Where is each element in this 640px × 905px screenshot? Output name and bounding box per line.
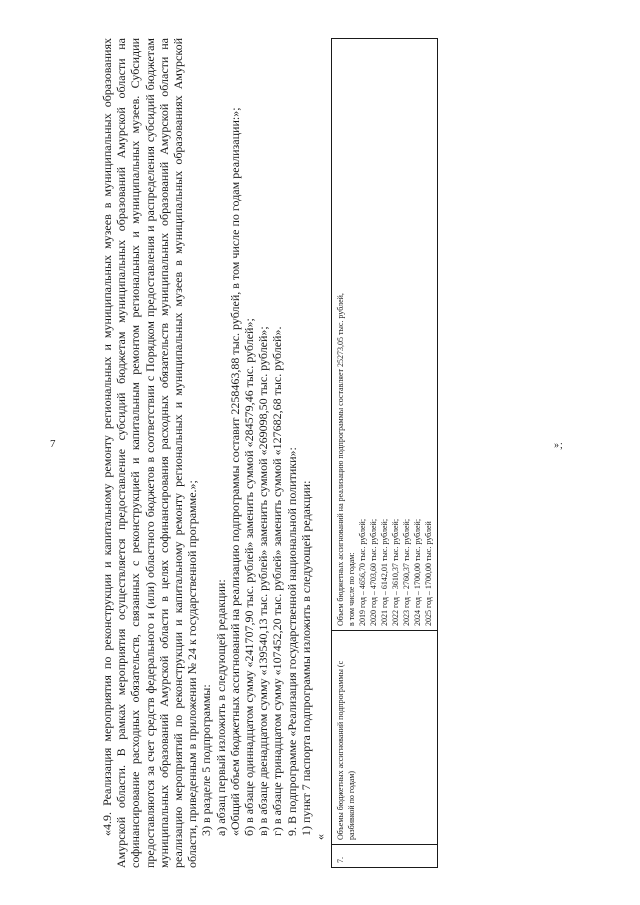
- funding-cell: [332, 39, 438, 631]
- passport-table: [331, 38, 438, 868]
- paragraph-item-a: а) абзац первый изложить в следующей редакции:: [213, 579, 228, 836]
- closing-quote: »;: [554, 440, 564, 451]
- funding-line: 2025 год – 1700,00 тыс. рублей: [424, 521, 434, 626]
- funding-line: 2024 год – 1700,00 тыс. рублей;: [413, 518, 423, 626]
- paragraph-total-volume: «Общий объем бюджетных ассигнований на реализацию подпрограммы составит 2258463,88 тыс. рублей, в том числе по годам реализации:»;: [227, 107, 242, 836]
- paragraph-item-g: г) в абзаце тринадцатом сумму «107452,20 тыс. рублей» заменить суммой «127682,68 тыс. рублей».: [270, 326, 285, 836]
- paragraph-item-b: б) в абзаце одиннадцатом сумму «241707,90 тыс. рублей» заменить суммой «284579,46 тыс. рублей»;: [242, 318, 257, 836]
- funding-line: 2023 год – 2760,37 тыс. рублей;: [402, 518, 412, 626]
- funding-line: 2019 год – 4656,70 тыс. рублей;: [358, 518, 368, 626]
- page-number: 7: [50, 438, 56, 450]
- document-body: [100, 38, 560, 868]
- paragraph-section-5: 3) в разделе 5 подпрограммы:: [199, 684, 214, 836]
- paragraph-item-v: в) в абзаце двенадцатом сумму «139540,13 тыс. рублей» заменить суммой «269098,50 тыс. рублей»;: [256, 326, 271, 836]
- table-row: [332, 39, 438, 868]
- paragraph-passport-item-7: 1) пункт 7 паспорта подпрограммы изложить в следующей редакции:: [298, 480, 313, 836]
- row-number-cell: 7.: [332, 845, 438, 868]
- funding-line: 2022 год – 3610,37 тыс. рублей;: [391, 518, 401, 626]
- funding-line: Объем бюджетных ассигнований на реализацию подпрограммы составляет 25273,05 тыс. рублей,: [336, 293, 346, 626]
- funding-line: в том числе по годам:: [347, 552, 357, 626]
- funding-line: 2020 год – 4703,60 тыс. рублей;: [369, 518, 379, 626]
- opening-quote: «: [313, 834, 328, 840]
- funding-line: 2021 год – 6142,01 тыс. рублей;: [380, 518, 390, 626]
- paragraph-9: 9. В подпрограмме «Реализация государственной национальной политики»:: [284, 447, 299, 836]
- label-cell: Объемы бюджетных ассигнований подпрограммы (с разбивкой по годам): [332, 631, 438, 845]
- body-text: [100, 38, 327, 868]
- paragraph-4-9: «4.9. Реализация мероприятия по реконструкции и капитальному ремонту региональных и муниципальных музеев в муниципальных образованиях Амурской области. В рамках мероприятия осуществляется предоставление субсидий бюджетам муниципальных образований Амурской области на софинансирование расходных обязательств, связанных с реконструкцией и капитальным ремонтом региональных и муниципальных музеев. Субсидии предоставляются за счет средств федерального и (или) областного бюджетов в соответствии с Порядком предоставления и распределения субсидий бюджетам муниципальных образований Амурской области в целях софинансирования расходных обязательств муниципальных образований Амурской области на реализацию мероприятий по реконструкции и капитальному ремонту региональных и муниципальных музеев в муниципальных образованиях Амурской области, приведенным в приложении № 24 к государственной программе.»;: [100, 38, 200, 868]
